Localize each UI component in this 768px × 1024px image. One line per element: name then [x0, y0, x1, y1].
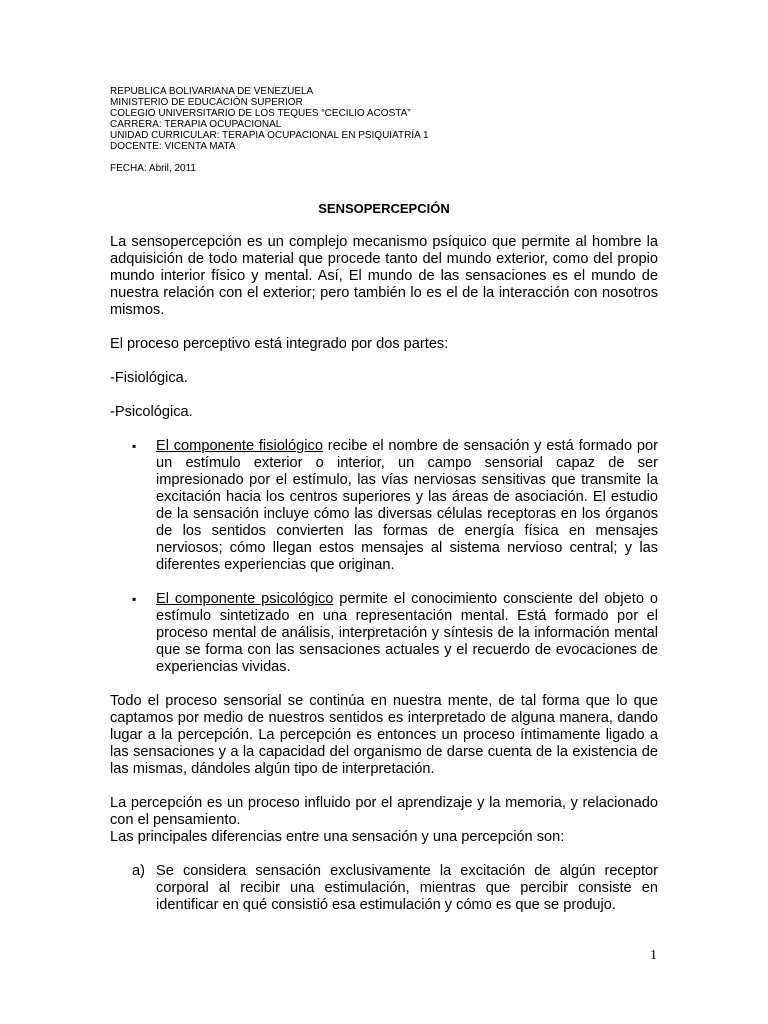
item-marker: a): [132, 863, 145, 879]
part-psychological: -Psicológica.: [110, 404, 193, 420]
differences-paragraph: Las principales diferencias entre una sensación y una percepción son:: [110, 829, 565, 845]
institution-header: [110, 86, 658, 152]
perception-paragraph: La percepción es un proceso influido por el aprendizaje y la memoria, y relacionado con el pensamiento.: [110, 795, 658, 828]
components-list: [110, 438, 658, 676]
part-physiological: -Fisiológica.: [110, 370, 188, 386]
page-number: 1: [650, 948, 657, 963]
bullet-lead: El componente fisiológico: [156, 438, 323, 454]
header-line: REPUBLICA BOLIVARIANA DE VENEZUELA: [110, 86, 314, 97]
header-line: CARRERA: TERAPIA OCUPACIONAL: [110, 119, 282, 130]
process-paragraph: Todo el proceso sensorial se continúa en nuestra mente, de tal forma que lo que captamos por medio de nuestros sentidos es interpretado de alguna manera, dando lugar a la percepción. La percepción es entonces un proceso íntimamente ligado a las sensaciones y a la capacidad del organismo de darse cuenta de la existencia de las mismas, dándoles algún tipo de interpretación.: [110, 693, 658, 777]
bullet-lead: El componente psicológico: [156, 591, 334, 607]
list-item: [110, 863, 658, 914]
intro-paragraph: La sensopercepción es un complejo mecanismo psíquico que permite al hombre la adquisición de todo material que procede tanto del mundo exterior, como del propio mundo interior físico y mental. Así, El mundo de las sensaciones es el mundo de nuestra relación con el exterior; pero también lo es el de la interacción con nosotros mismos.: [110, 234, 658, 318]
header-line: COLEGIO UNIVERSITARIO DE LOS TEQUES “CECILIO ACOSTA”: [110, 108, 411, 119]
document-title: SENSOPERCEPCIÓN: [318, 201, 450, 216]
header-line: UNIDAD CURRICULAR: TERAPIA OCUPACIONAL EN PSIQUIATRÍA 1: [110, 130, 429, 141]
item-text: Se considera sensación exclusivamente la excitación de algún receptor corporal al recibir una estimulación, mientras que percibir consiste en identificar en qué consistió esa estimulación y cómo es que se produjo.: [156, 863, 658, 913]
list-item: [110, 591, 658, 676]
list-item: [110, 438, 658, 574]
bullet-text: permite el conocimiento consciente del objeto o estímulo sintetizado en una representación mental. Está formado por el proceso mental de análisis, interpretación y síntesis de la información mental que se forma con las sensaciones actuales y el recuerdo de evocaciones de experiencias vividas.: [156, 591, 658, 675]
date-line: FECHA: Abril, 2011: [110, 163, 196, 174]
document-page: [110, 86, 658, 914]
bullet-square-icon: ▪: [132, 439, 137, 453]
header-line: MINISTERIO DE EDUCACIÓN SUPERIOR: [110, 97, 303, 108]
parts-intro-paragraph: El proceso perceptivo está integrado por dos partes:: [110, 336, 449, 352]
header-line: DOCENTE: VICENTA MATA: [110, 141, 236, 152]
bullet-text: recibe el nombre de sensación y está formado por un estímulo exterior o interior, un campo sensorial capaz de ser impresionado por el estímulo, las vías nerviosas sensitivas que transmite la excitación hacia los centros superiores y las áreas de asociación. El estudio de la sensación incluye cómo las diversas células receptoras en los órganos de los sentidos convierten las formas de energía física en mensajes nerviosos; cómo llegan estos mensajes al sistema nervioso central; y las diferentes experiencias que originan.: [156, 438, 658, 573]
bullet-square-icon: ▪: [132, 592, 137, 606]
